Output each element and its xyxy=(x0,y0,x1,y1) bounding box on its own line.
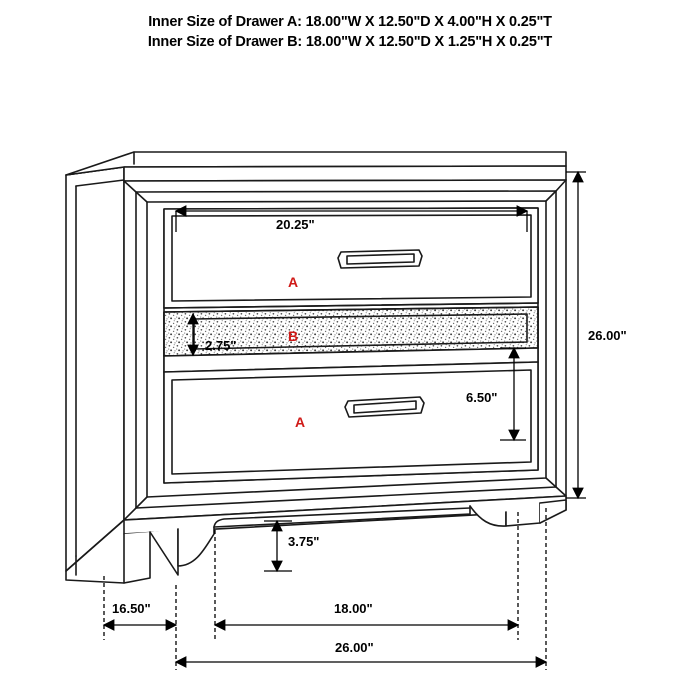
dim-depth: 16.50" xyxy=(112,601,151,616)
dim-front-width: 18.00" xyxy=(334,601,373,616)
drawer-b-spec-text: Inner Size of Drawer B: 18.00"W X 12.50"D X 1.25"H X 0.25"T xyxy=(147,34,553,50)
dim-leg-clearance: 3.75" xyxy=(288,534,320,549)
dim-bottom-drawer-height: 6.50" xyxy=(466,390,498,405)
dim-overall-width: 26.00" xyxy=(335,640,374,655)
drawer-label-a-bottom: A xyxy=(295,414,306,430)
drawer-a-spec-text: Inner Size of Drawer A: 18.00"W X 12.50"D X 4.00"H X 0.25"T xyxy=(148,14,552,30)
drawer-label-a-top: A xyxy=(288,274,299,290)
dim-overall-height: 26.00" xyxy=(588,328,627,343)
drawer-label-b-middle: B xyxy=(288,328,299,344)
dim-middle-drawer-height: 2.75" xyxy=(205,338,237,353)
dim-top-drawer-width: 20.25" xyxy=(276,217,315,232)
